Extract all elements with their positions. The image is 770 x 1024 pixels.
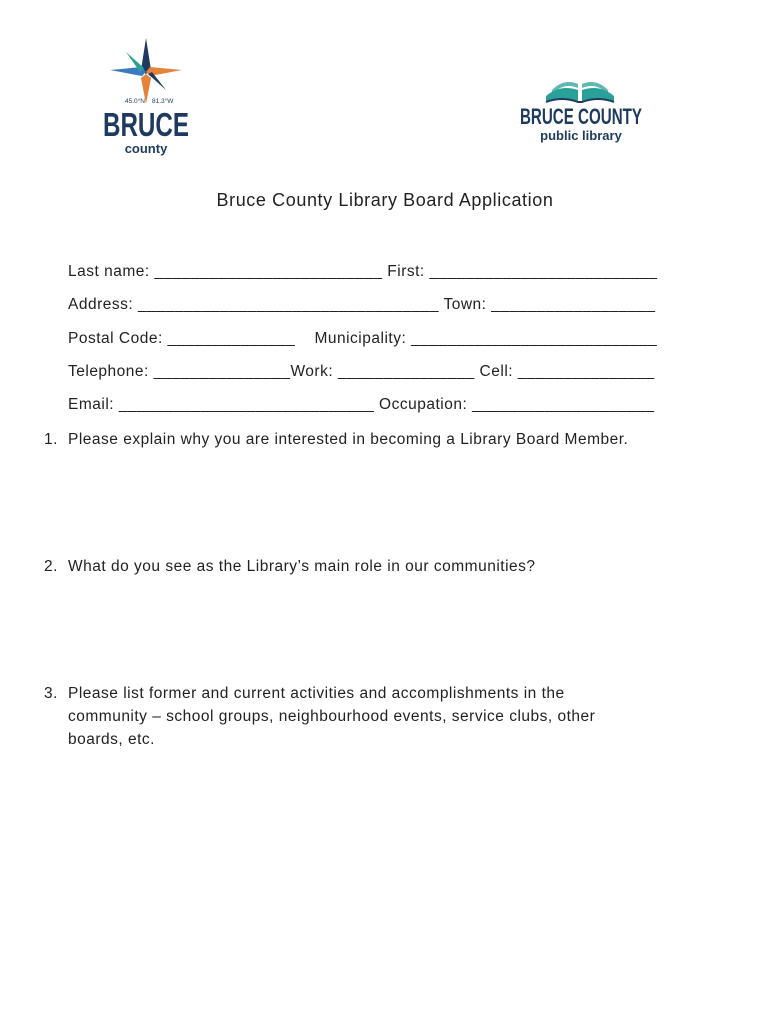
compass-se-point xyxy=(148,72,166,90)
library-logo-sub: public library xyxy=(540,128,622,143)
latitude-label: 45.0°N xyxy=(125,98,145,105)
question-number: 1. xyxy=(44,431,58,448)
question-text-line: boards, etc. xyxy=(68,731,155,748)
county-logo-name: BRUCE xyxy=(103,106,189,143)
county-logo-sub: county xyxy=(124,141,168,156)
longitude-label: 81.3°W xyxy=(152,98,174,105)
open-book-icon xyxy=(546,82,614,102)
question-number: 3. xyxy=(44,685,58,702)
page-title: Bruce County Library Board Application xyxy=(216,190,554,210)
question-text-line: community – school groups, neighbourhood events, service clubs, other xyxy=(68,708,596,725)
address-town-fields[interactable]: Address: _________________________________ Town: __________________ xyxy=(68,296,656,313)
email-occupation-fields[interactable]: Email: ____________________________ Occupation: ____________________ xyxy=(68,396,655,413)
question-text: What do you see as the Library’s main role in our communities? xyxy=(68,558,536,575)
bruce-county-logo xyxy=(96,34,206,158)
question-text-line: Please list former and current activities and accomplishments in the xyxy=(68,685,565,702)
question-text: Please explain why you are interested in becoming a Library Board Member. xyxy=(68,431,629,448)
telephone-work-cell-fields[interactable]: Telephone: _______________Work: _______________ Cell: _______________ xyxy=(68,363,655,380)
postal-municipality-fields[interactable]: Postal Code: ______________ Municipality: ___________________________ xyxy=(68,330,658,347)
question-number: 2. xyxy=(44,558,58,575)
library-logo-name: BRUCE COUNTY xyxy=(520,104,643,129)
last-first-name-fields[interactable]: Last name: _________________________ First: _________________________ xyxy=(68,263,658,280)
library-logo xyxy=(516,66,646,146)
